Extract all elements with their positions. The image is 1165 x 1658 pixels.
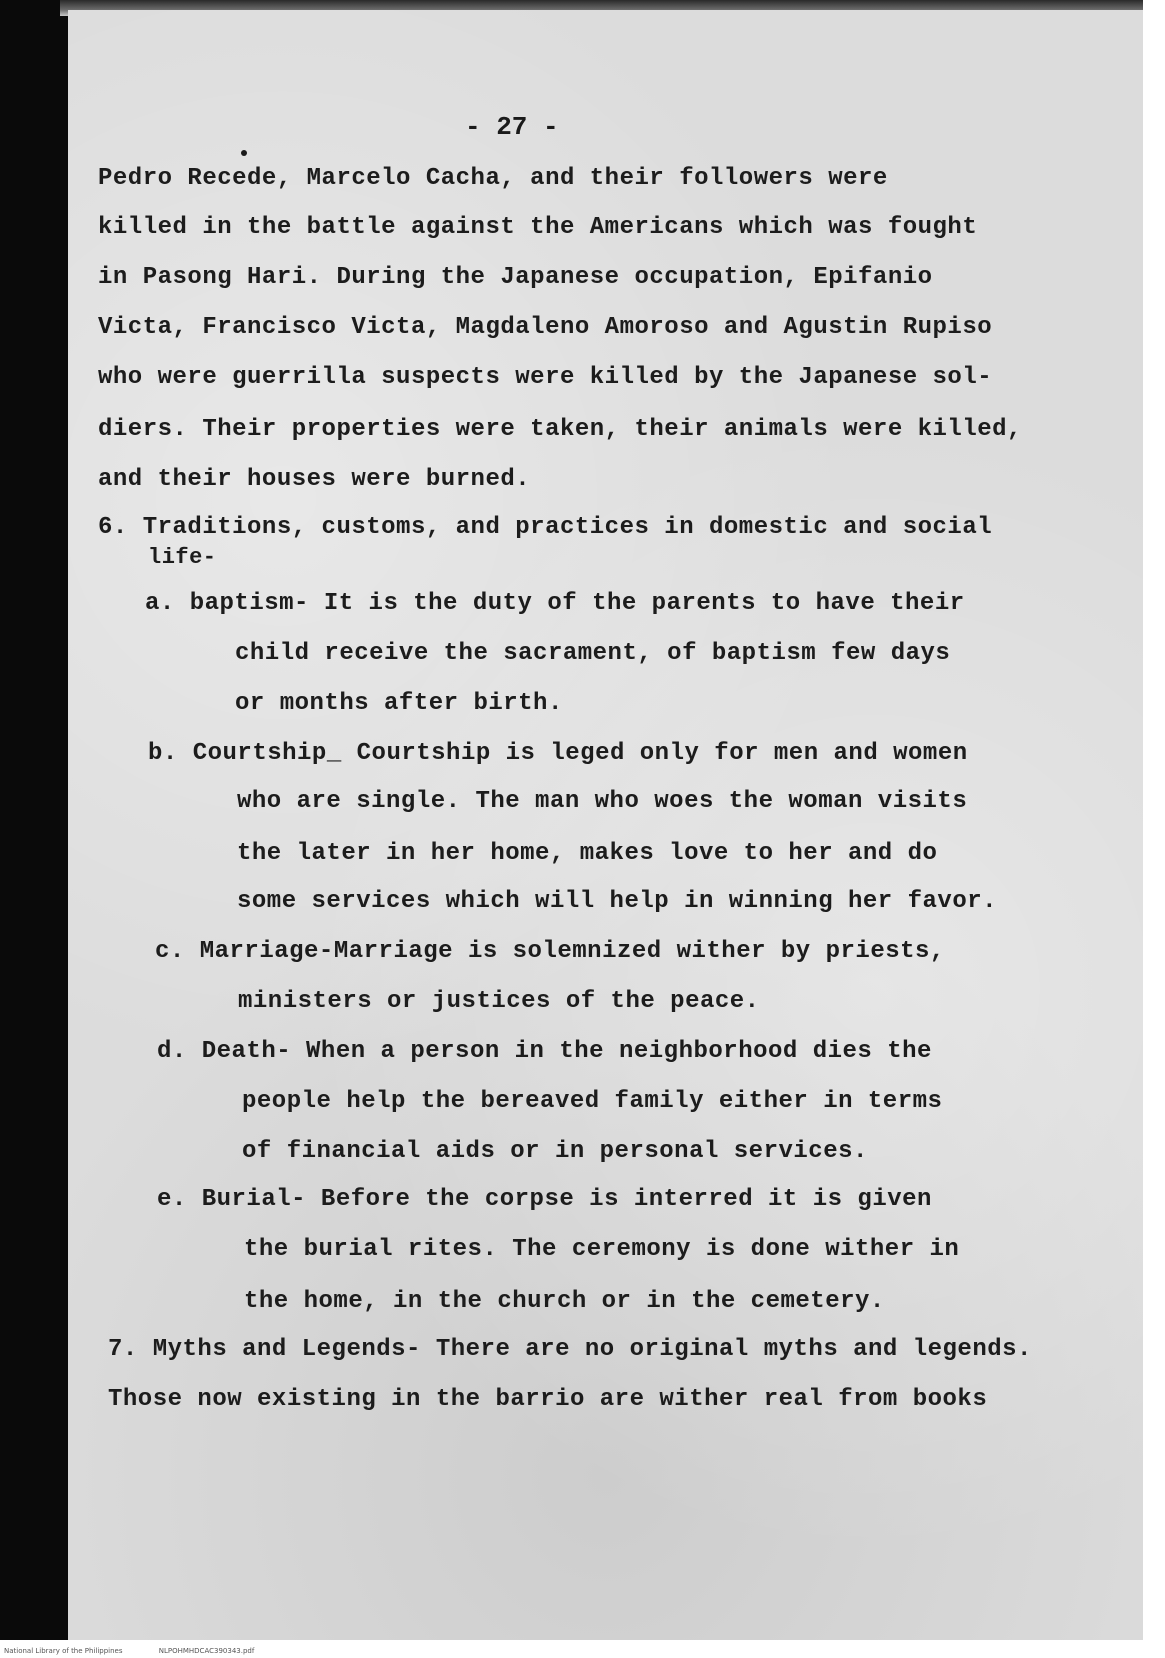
text-line: and their houses were burned. [98, 466, 531, 493]
section-heading: life- [148, 545, 217, 570]
text-line: Those now existing in the barrio are wither real from books [108, 1386, 988, 1413]
section-heading: 6. Traditions, customs, and practices in domestic and social [98, 514, 993, 541]
list-item-continuation: the burial rites. The ceremony is done wither in [244, 1236, 960, 1263]
list-item: a. baptism- It is the duty of the parents to have their [145, 590, 965, 617]
list-item-continuation: who are single. The man who woes the woman visits [237, 788, 968, 815]
text-line: killed in the battle against the Americans which was fought [98, 214, 978, 241]
list-item-continuation: child receive the sacrament, of baptism few days [235, 640, 951, 667]
page-number: - 27 - [465, 112, 559, 142]
text-line: in Pasong Hari. During the Japanese occupation, Epifanio [98, 264, 933, 291]
section-heading: 7. Myths and Legends- There are no original myths and legends. [108, 1336, 1032, 1363]
scan-footer [0, 1644, 1165, 1658]
list-item-continuation: the later in her home, makes love to her and do [237, 840, 938, 867]
list-item: c. Marriage-Marriage is solemnized wither by priests, [155, 938, 945, 965]
list-item-continuation: ministers or justices of the peace. [238, 988, 760, 1015]
footer-library: National Library of the Philippines [4, 1647, 123, 1655]
list-item-continuation: the home, in the church or in the cemetery. [244, 1288, 885, 1315]
ink-dot [241, 150, 247, 156]
list-item-continuation: or months after birth. [235, 690, 563, 717]
text-line: who were guerrilla suspects were killed by the Japanese sol- [98, 364, 993, 391]
scan-binding-edge [0, 0, 68, 1640]
scan-right-margin [1143, 0, 1165, 1640]
list-item-continuation: of financial aids or in personal services. [242, 1138, 868, 1165]
list-item: e. Burial- Before the corpse is interred it is given [157, 1186, 932, 1213]
footer-filename: NLPOHMHDCAC390343.pdf [158, 1647, 255, 1655]
text-line: Pedro Recede, Marcelo Cacha, and their followers were [98, 165, 888, 192]
text-line: Victa, Francisco Victa, Magdaleno Amoroso and Agustin Rupiso [98, 314, 993, 341]
list-item: d. Death- When a person in the neighborhood dies the [157, 1038, 932, 1065]
text-line: diers. Their properties were taken, their animals were killed, [98, 416, 1022, 443]
list-item: b. Courtship_ Courtship is leged only for men and women [148, 740, 968, 767]
list-item-continuation: some services which will help in winning her favor. [237, 888, 998, 915]
list-item-continuation: people help the bereaved family either in terms [242, 1088, 943, 1115]
